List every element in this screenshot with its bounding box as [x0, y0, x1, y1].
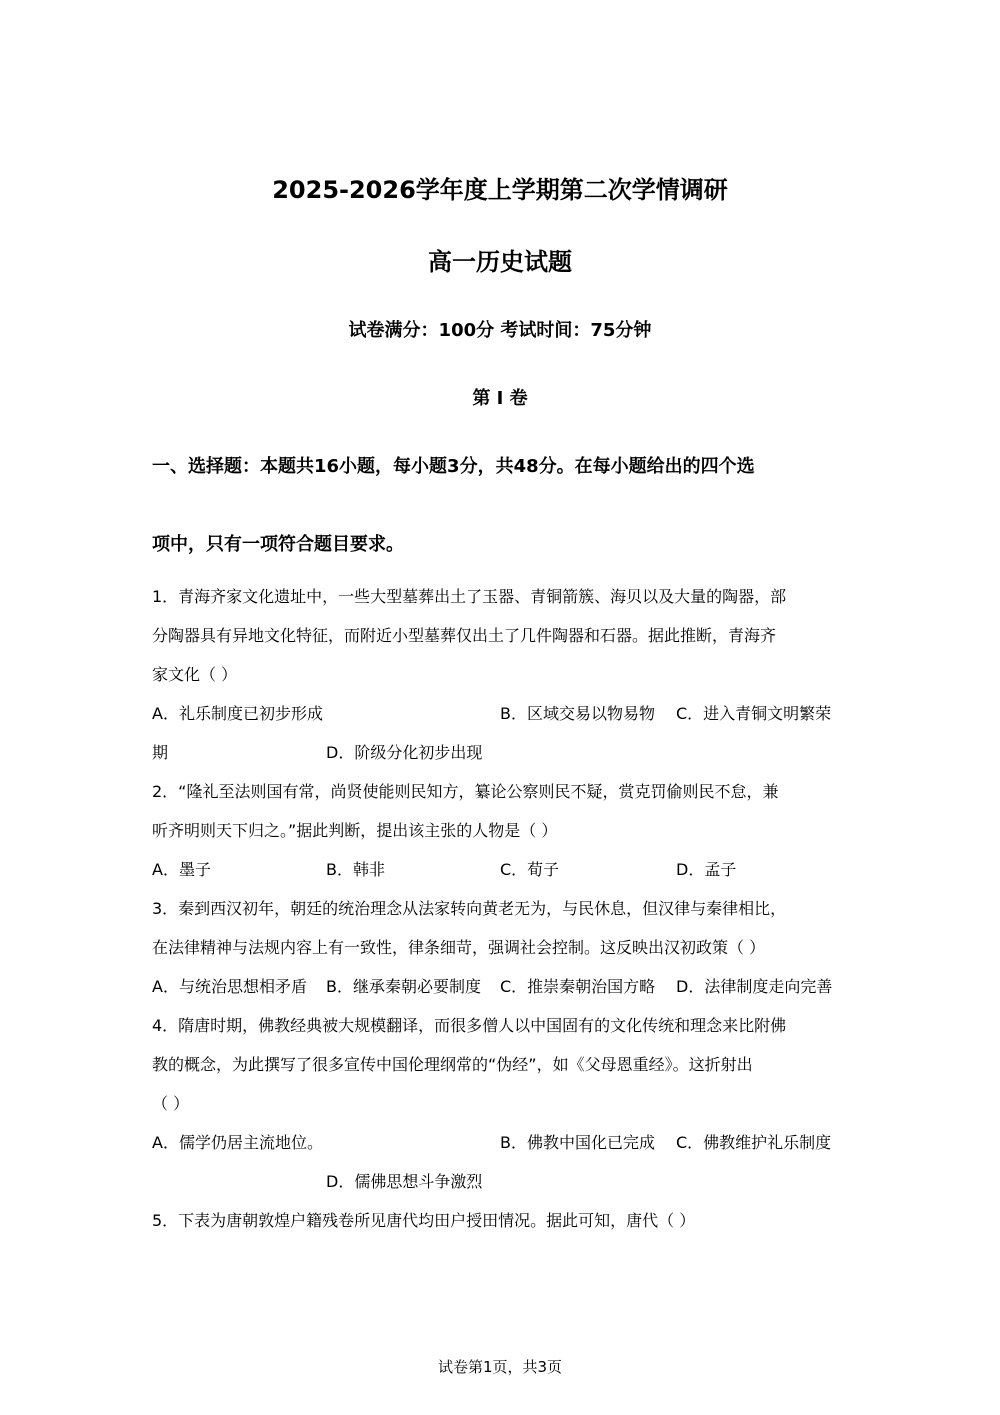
exam-subject: 高一历史试题	[428, 248, 572, 276]
question-stem-line: 家文化（ ）	[152, 665, 238, 684]
question-stem-line: 2．“隆礼至法则国有常，尚贤使能则民知方，纂论公察则民不疑，赏克罚偷则民不怠，兼	[152, 782, 779, 801]
option-c[interactable]: C．进入青铜文明繁荣	[676, 704, 832, 723]
page-footer: 试卷第1页，共3页	[437, 1358, 563, 1376]
question-stem-line: 分陶器具有异地文化特征，而附近小型墓葬仅出土了几件陶器和石器。据此推断，青海齐	[152, 626, 777, 645]
question-stem-line: 1．青海齐家文化遗址中，一些大型墓葬出土了玉器、青铜箭簇、海贝以及大量的陶器，部	[152, 587, 787, 606]
option-b[interactable]: B．佛教中国化已完成	[500, 1133, 655, 1152]
question-stem-line: 教的概念，为此撰写了很多宣传中国伦理纲常的“伪经”，如《父母恩重经》。这折射出	[152, 1055, 753, 1074]
question-stem-line: 3．秦到西汉初年，朝廷的统治理念从法家转向黄老无为，与民休息，但汉律与秦律相比，	[152, 899, 787, 918]
option-c[interactable]: C．推崇秦朝治国方略	[500, 977, 656, 996]
option-d[interactable]: D．阶级分化初步出现	[326, 743, 483, 762]
option-b[interactable]: B．继承秦朝必要制度	[326, 977, 481, 996]
option-a[interactable]: A．礼乐制度已初步形成	[152, 704, 323, 723]
question-stem-line: 听齐明则天下归之。”据此判断，提出该主张的人物是（ ）	[152, 821, 558, 840]
question-stem-line: 5．下表为唐朝敦煌户籍残卷所见唐代均田户授田情况。据此可知，唐代（ ）	[152, 1211, 696, 1230]
option-d[interactable]: D．孟子	[676, 860, 737, 879]
question-stem-line: （ ）	[152, 1094, 190, 1113]
option-a[interactable]: A．墨子	[152, 860, 211, 879]
question-stem-line: 4．隋唐时期，佛教经典被大规模翻译，而很多僧人以中国固有的文化传统和理念来比附佛	[152, 1016, 787, 1035]
option-b[interactable]: B．韩非	[326, 860, 385, 879]
exam-meta: 试卷满分：100分 考试时间：75分钟	[348, 320, 652, 341]
option-d[interactable]: D．儒佛思想斗争激烈	[326, 1172, 483, 1191]
option-b[interactable]: B．区域交易以物易物	[500, 704, 655, 723]
question-stem-line: 在法律精神与法规内容上有一致性，律条细苛，强调社会控制。这反映出汉初政策（ ）	[152, 938, 766, 957]
option-d[interactable]: D．法律制度走向完善	[676, 977, 833, 996]
option-c[interactable]: C．佛教维护礼乐制度	[676, 1133, 832, 1152]
section-instruction-line1: 一、选择题：本题共16小题，每小题3分，共48分。在每小题给出的四个选	[152, 456, 755, 477]
option-c-continuation: 期	[152, 743, 169, 762]
section-instruction-line2: 项中，只有一项符合题目要求。	[152, 534, 404, 555]
volume-label: 第 I 卷	[472, 388, 528, 409]
option-c[interactable]: C．荀子	[500, 860, 560, 879]
option-a[interactable]: A．儒学仍居主流地位。	[152, 1133, 323, 1152]
option-a[interactable]: A．与统治思想相矛盾	[152, 977, 307, 996]
exam-title: 2025-2026学年度上学期第二次学情调研	[272, 176, 728, 204]
